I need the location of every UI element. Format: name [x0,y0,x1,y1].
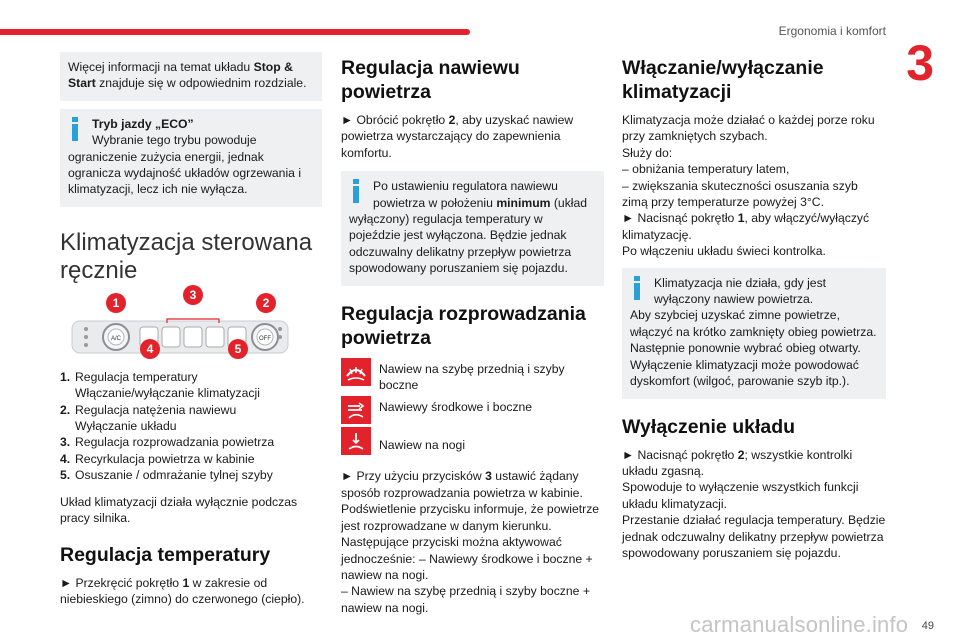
callout-5: 5 [228,339,248,359]
column-2 [341,56,604,620]
info-icon [630,276,644,300]
distribution-p3: Następujące przyciski można aktywować jednocześnie: – Nawiewy środkowe i boczne + nawiew na nogi. [341,535,593,582]
callout-2: 2 [256,293,276,313]
mode-face: Nawiewy środkowe i boczne [341,396,604,424]
info-icon [68,117,82,141]
engine-note: Układ klimatyzacji działa wyłącznie podczas pracy silnika. [60,494,298,526]
stopstart-note: Więcej informacji na temat układu Stop & Start znajduje się w odpowiednim rozdziale. [60,52,322,101]
page-number: 49 [921,620,934,632]
column-3 [622,56,886,565]
airflow-instruction: ► Obrócić pokrętło 2, aby uzyskać nawiew powietrza wystarczający do zapewnienia komfortu. [341,113,574,160]
face-airflow-icon [341,396,371,424]
temperature-instruction: ► Przekręcić pokrętło 1 w zakresie od niebieskiego (zimno) do czerwonego (ciepło). [60,575,305,606]
closed-circulation-note: Klimatyzacja nie działa, gdy jest wyłączony nawiew powietrza. Aby szybciej uzyskać zimne powietrze, włączyć na krótko zamknięty obieg powietrza. Następnie ponownie wybrać obieg otwarty. Wyłączenie klimatyzacji może powodować dyskomfort (wilgoć, parowanie szyb itp.). [622,268,886,399]
callout-4: 4 [140,339,160,359]
airflow-title: Regulacja nawiewu powietrza [341,57,520,103]
minimum-airflow-note: Po ustawieniu regulatora nawiewu powietrza w położeniu minimum (układ wyłączony) regulacja temperatury w pojeździe jest wyłączona. Będzie jednak odczuwalny delikatny przepływ powietrza spowodowany poruszaniem się pojazdu. [341,171,604,285]
svg-text:OFF: OFF [259,335,271,342]
column-1 [60,52,322,611]
mode-feet: Nawiew na nogi [341,427,604,455]
callout-3: 3 [183,285,203,305]
list-item: 4. Recyrkulacja powietrza w kabinie [60,451,255,466]
header-accent-bar [0,29,470,35]
list-item: Wyłączanie układu [75,419,177,434]
watermark: carmanualsonline.info [690,612,909,637]
list-item: 1. Regulacja temperatury [60,369,198,384]
distribution-title: Regulacja rozprowadzania powietrza [341,302,586,349]
list-item: Włączanie/wyłączanie klimatyzacji [75,386,260,401]
windscreen-airflow-icon [341,358,371,386]
off-p3: Przestanie działać regulacja temperatury. Będzie jednak odczuwalny delikatny przepływ powietrza spowodowany poruszaniem się pojazdu. [622,513,886,560]
ac-p4: – zwiększania skuteczności osuszania szyb zimą przy temperaturze powyżej 3°C. [622,178,858,210]
controls-list [60,369,322,484]
ac-p3: – obniżania temperatury latem, [622,162,790,177]
list-item: 5. Osuszanie / odmrażanie tylnej szyby [60,468,273,483]
distribution-instruction: ► Przy użyciu przycisków 3 ustawić żądany sposób rozprowadzania powietrza w kabinie. [341,469,583,500]
list-item: 2. Regulacja natężenia nawiewu [60,402,237,417]
eco-mode-note: Tryb jazdy „ECO” Wybranie tego trybu powoduje ograniczenie zużycia energii, jednak ogranicza wydajność układów ogrzewania i klimatyzacji, lecz ich nie wyłącza. [60,109,322,207]
info-icon [349,179,363,203]
callout-1: 1 [106,293,126,313]
ac-p5: ► Nacisnąć pokrętło 1, aby włączyć/wyłączyć klimatyzację. [622,211,870,242]
off-p2: Spowoduje to wyłączenie wszystkich funkcji układu klimatyzacji. [622,480,859,511]
temperature-title: Regulacja temperatury [60,543,271,566]
section-title: Ergonomia i komfort [778,24,886,38]
manual-ac-title: Klimatyzacja sterowana ręcznie [60,228,313,284]
mode-windscreen: Nawiew na szybę przednią i szyby boczne [341,358,604,394]
off-instruction: ► Nacisnąć pokrętło 2; wszystkie kontrolki układu zgasną. [622,447,853,478]
feet-airflow-icon [341,427,371,455]
ac-p6: Po włączeniu układu świeci kontrolka. [622,244,826,259]
ac-p2: Służy do: [622,145,673,160]
control-panel-diagram [70,287,290,359]
ac-p1: Klimatyzacja może działać o każdej porze roku przy zamkniętych szybach. [622,113,875,144]
distribution-p4: – Nawiew na szybę przednią i szyby boczne + nawiew na nogi. [341,584,590,615]
chapter-number: 3 [906,35,934,91]
svg-text:A/C: A/C [110,335,122,342]
list-item: 3. Regulacja rozprowadzania powietrza [60,435,275,450]
distribution-p2: Podświetlenie przycisku informuje, że powietrze jest rozprowadzane w danym kierunku. [341,502,600,533]
ac-toggle-title: Włączanie/wyłączanie klimatyzacji [622,57,824,103]
system-off-title: Wyłączenie układu [622,415,796,438]
